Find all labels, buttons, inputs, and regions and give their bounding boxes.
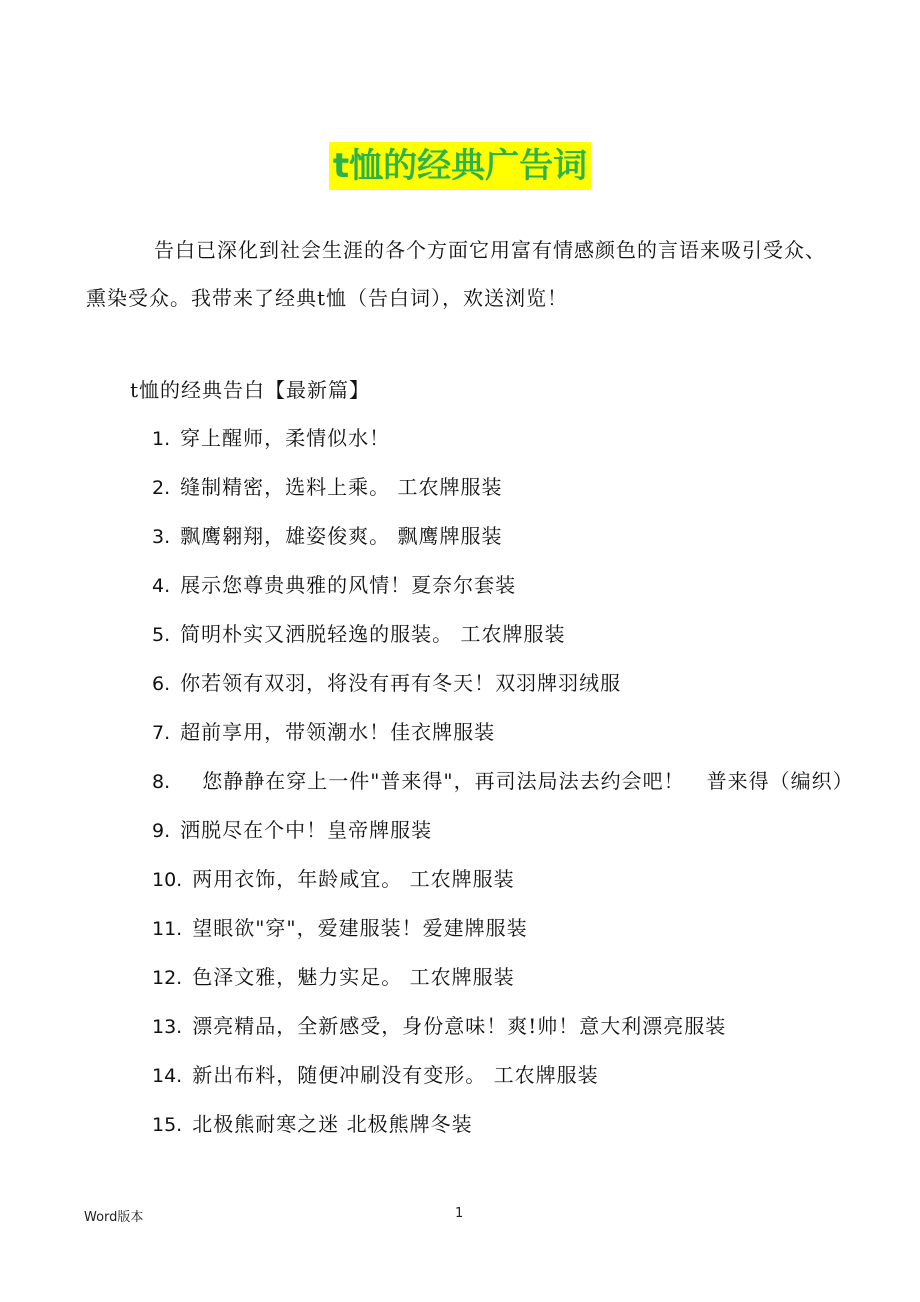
item-text: 缝制精密，选料上乘。 工农牌服装 bbox=[180, 475, 503, 499]
footer-version-label: Word版本 bbox=[84, 1210, 144, 1225]
list-item bbox=[86, 1051, 846, 1100]
item-text: 超前享用，带领潮水！佳衣牌服装 bbox=[180, 720, 496, 744]
item-number: 5. bbox=[152, 624, 171, 646]
item-number: 9. bbox=[152, 820, 171, 842]
item-text: 两用衣饰，年龄咸宜。 工农牌服装 bbox=[192, 867, 515, 891]
section-heading: t恤的经典告白【最新篇】 bbox=[130, 378, 371, 402]
intro-paragraph: 告白已深化到社会生涯的各个方面它用富有情感颜色的言语来吸引受众、熏染受众。我带来了经典t恤（告白词），欢送浏览！ bbox=[86, 238, 826, 310]
item-number: 11. bbox=[152, 918, 183, 940]
item-text: 简明朴实又洒脱轻逸的服装。 工农牌服装 bbox=[180, 622, 566, 646]
item-text: 洒脱尽在个中！皇帝牌服装 bbox=[180, 818, 433, 842]
item-text: 飘鹰翱翔，雄姿俊爽。 飘鹰牌服装 bbox=[180, 524, 503, 548]
item-text: 你若领有双羽，将没有再有冬天！双羽牌羽绒服 bbox=[180, 671, 622, 695]
item-number: 1. bbox=[152, 428, 171, 450]
item-text: 望眼欲"穿"，爱建服装！爱建牌服装 bbox=[192, 916, 528, 940]
item-text: 展示您尊贵典雅的风情！夏奈尔套装 bbox=[180, 573, 517, 597]
list-item bbox=[86, 1100, 846, 1149]
list-item bbox=[86, 806, 846, 855]
item-number: 2. bbox=[152, 477, 171, 499]
item-text: 穿上醒师，柔情似水！ bbox=[180, 426, 391, 450]
item-text: 新出布料，随便冲刷没有变形。 工农牌服装 bbox=[192, 1063, 599, 1087]
item-number: 14. bbox=[152, 1065, 183, 1087]
list-item bbox=[86, 414, 846, 463]
list-item bbox=[86, 610, 846, 659]
item-number: 13. bbox=[152, 1016, 183, 1038]
list-item bbox=[86, 757, 854, 806]
item-number: 15. bbox=[152, 1114, 183, 1136]
list-item bbox=[86, 512, 846, 561]
item-number: 10. bbox=[152, 869, 183, 891]
slogan-list bbox=[86, 414, 854, 1149]
list-item bbox=[86, 953, 846, 1002]
list-item bbox=[86, 904, 846, 953]
item-text: 您静静在穿上一件"普来得"，再司法局法去约会吧！ 普来得（编织） bbox=[180, 769, 854, 793]
item-text: 色泽文雅，魅力实足。 工农牌服装 bbox=[192, 965, 515, 989]
footer-page-number: 1 bbox=[455, 1206, 464, 1221]
list-item bbox=[86, 463, 846, 512]
item-number: 8. bbox=[152, 771, 171, 793]
item-text: 北极熊耐寒之迷 北极熊牌冬装 bbox=[192, 1112, 473, 1136]
item-text: 漂亮精品，全新感受，身份意味！爽!帅！意大利漂亮服装 bbox=[192, 1014, 727, 1038]
list-item bbox=[86, 855, 846, 904]
item-number: 7. bbox=[152, 722, 171, 744]
document-title: t恤的经典广告词 bbox=[329, 142, 591, 190]
item-number: 12. bbox=[152, 967, 183, 989]
title-wrap bbox=[0, 142, 920, 190]
list-item bbox=[86, 708, 846, 757]
item-number: 4. bbox=[152, 575, 171, 597]
list-item bbox=[86, 659, 846, 708]
item-number: 6. bbox=[152, 673, 171, 695]
list-item bbox=[86, 561, 846, 610]
item-number: 3. bbox=[152, 526, 171, 548]
list-item bbox=[86, 1002, 846, 1051]
